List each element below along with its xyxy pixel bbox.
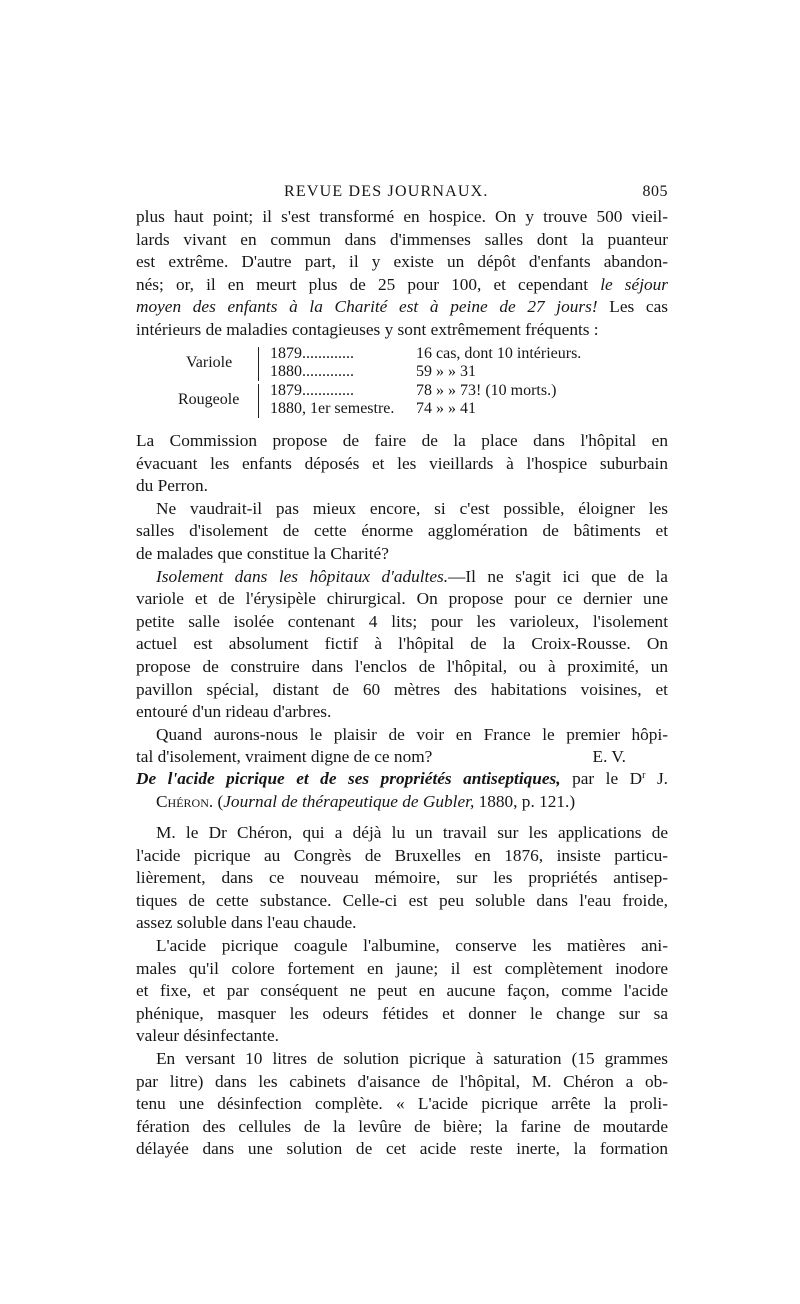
text-line: l'acide picrique au Congrès de Bruxelles en 1876, insiste particu- [136,845,668,865]
stat-year: 1880............. [270,363,354,380]
disease-label: Variole [186,354,233,371]
case-statistics-table [136,345,668,421]
text-line: valeur désinfectante. [136,1026,279,1046]
emphasis: moyen des enfants à la Charité est à peine de 27 jours! [136,297,598,317]
disease-label: Rougeole [178,391,240,408]
text-line: assez soluble dans l'eau chaude. [136,913,357,933]
article-heading [136,768,668,813]
text-line: tal d'isolement, vraiment digne de ce nom? E. V. [136,746,668,769]
text-line: de malades que constitue la Charité? [136,543,389,563]
stat-year: 1879............. [270,345,354,362]
signature: E. V. [592,747,626,767]
stat-value: 59 » » 31 [416,363,476,380]
text-line: Ne vaudrait-il pas mieux encore, si c'est possible, éloigner les [156,498,668,518]
text-line: males qu'il colore fortement en jaune; il est complètement inodore [136,958,668,978]
running-header [136,183,668,205]
stat-year: 1880, 1er semestre. [270,400,395,417]
text-line: variole et de l'érysipèle chirurgical. On propose pour ce dernier une [136,589,668,609]
text-line: Isolement dans les hôpitaux d'adultes.—Il ne s'agit ici que de la [156,566,668,586]
stat-row [270,400,476,418]
commission-paragraph [136,430,668,769]
variole-group [136,345,668,383]
text-line: intérieurs de maladies contagieuses y sont extrêmement fréquents : [136,319,599,339]
stat-row [270,363,476,381]
text-line: La Commission propose de faire de la place dans l'hôpital en [136,431,668,450]
text-line: phénique, masquer les odeurs fétides et donner le change sur sa [136,1003,668,1023]
text-line: évacuant les enfants déposés et les vieillards à l'hospice suburbain [136,453,668,473]
text-line: lards vivant en commun dans d'immenses salles dont la puanteur [136,229,668,249]
article-source-line: Chéron. (Journal de thérapeutique de Gubler, 1880, p. 121.) [156,791,576,811]
text-line: L'acide picrique coagule l'albumine, conserve les matières ani- [156,935,668,955]
text-line: du Perron. [136,476,208,496]
text-line: En versant 10 litres de solution picrique à saturation (15 grammes [156,1048,668,1068]
text-line: moyen des enfants à la Charité est à peine de 27 jours! Les cas [136,297,668,317]
article-title: De l'acide picrique et de ses propriétés antiseptiques, [136,769,561,788]
text-line: fération des cellules de la levûre de bière; la farine de moutarde [136,1116,668,1136]
stat-value: 78 » » 73! (10 morts.) [416,382,557,399]
stat-value: 16 cas, dont 10 intérieurs. [416,345,582,362]
text-line: entouré d'un rideau d'arbres. [136,702,332,722]
article-author: Chéron. [156,791,214,811]
stat-value: 74 » » 41 [416,400,476,417]
running-title: REVUE DES JOURNAUX. [284,183,489,200]
article-title-line: De l'acide picrique et de ses propriétés antiseptiques, par le $D^r$ J. [136,769,668,788]
rougeole-group [136,382,668,420]
text-line: plus haut point; il s'est transformé en hospice. On y trouve 500 vieil- [136,207,668,226]
text-line: est extrême. D'autre part, il y existe un dépôt d'enfants abandon- [136,252,668,272]
stat-row [270,382,557,400]
page-number: 805 [642,183,668,200]
brace [258,384,259,418]
text-line: actuel est absolument fictif à l'hôpital de la Croix-Rousse. On [136,634,668,654]
text-line: lièrement, dans ce nouveau mémoire, sur les propriétés antisep- [136,868,668,888]
emphasis: le séjour [600,274,669,294]
text-line: tenu une désinfection complète. « L'acide picrique arrête la proli- [136,1094,668,1114]
text-line: Quand aurons-nous le plaisir de voir en France le premier hôpi- [156,724,668,744]
section-heading: Isolement dans les hôpitaux d'adultes. [156,566,449,586]
text-line: pavillon spécial, distant de 60 mètres des habitations voisines, et [136,679,668,699]
text-line: par litre) dans les cabinets d'aisance de l'hôpital, M. Chéron a ob- [136,1071,668,1091]
stat-row [270,345,582,363]
intro-paragraph [136,206,668,342]
text-line: nés; or, il en meurt plus de 25 pour 100, et cependant le séjour [136,274,669,294]
text-line: délayée dans une solution de cet acide reste inerte, la formation [136,1139,668,1159]
article-body [136,822,668,1161]
text-line: M. le Dr Chéron, qui a déjà lu un travail sur les applications de [156,823,668,842]
text-line: propose de construire dans l'enclos de l'hôpital, ou à proximité, un [136,656,668,676]
text-line: tiques de cette substance. Celle-ci est peu soluble dans l'eau froide, [136,890,668,910]
text-line: salles d'isolement de cette énorme agglomération de bâtiments et [136,521,668,541]
text-line: petite salle isolée contenant 4 lits; pour les varioleux, l'isolement [136,611,668,631]
stat-year: 1879............. [270,382,354,399]
journal-name: Journal de thérapeutique de Gubler, [223,791,475,811]
brace [258,347,259,381]
text-line: et fixe, et par conséquent ne peut en aucune façon, comme l'acide [136,981,668,1001]
